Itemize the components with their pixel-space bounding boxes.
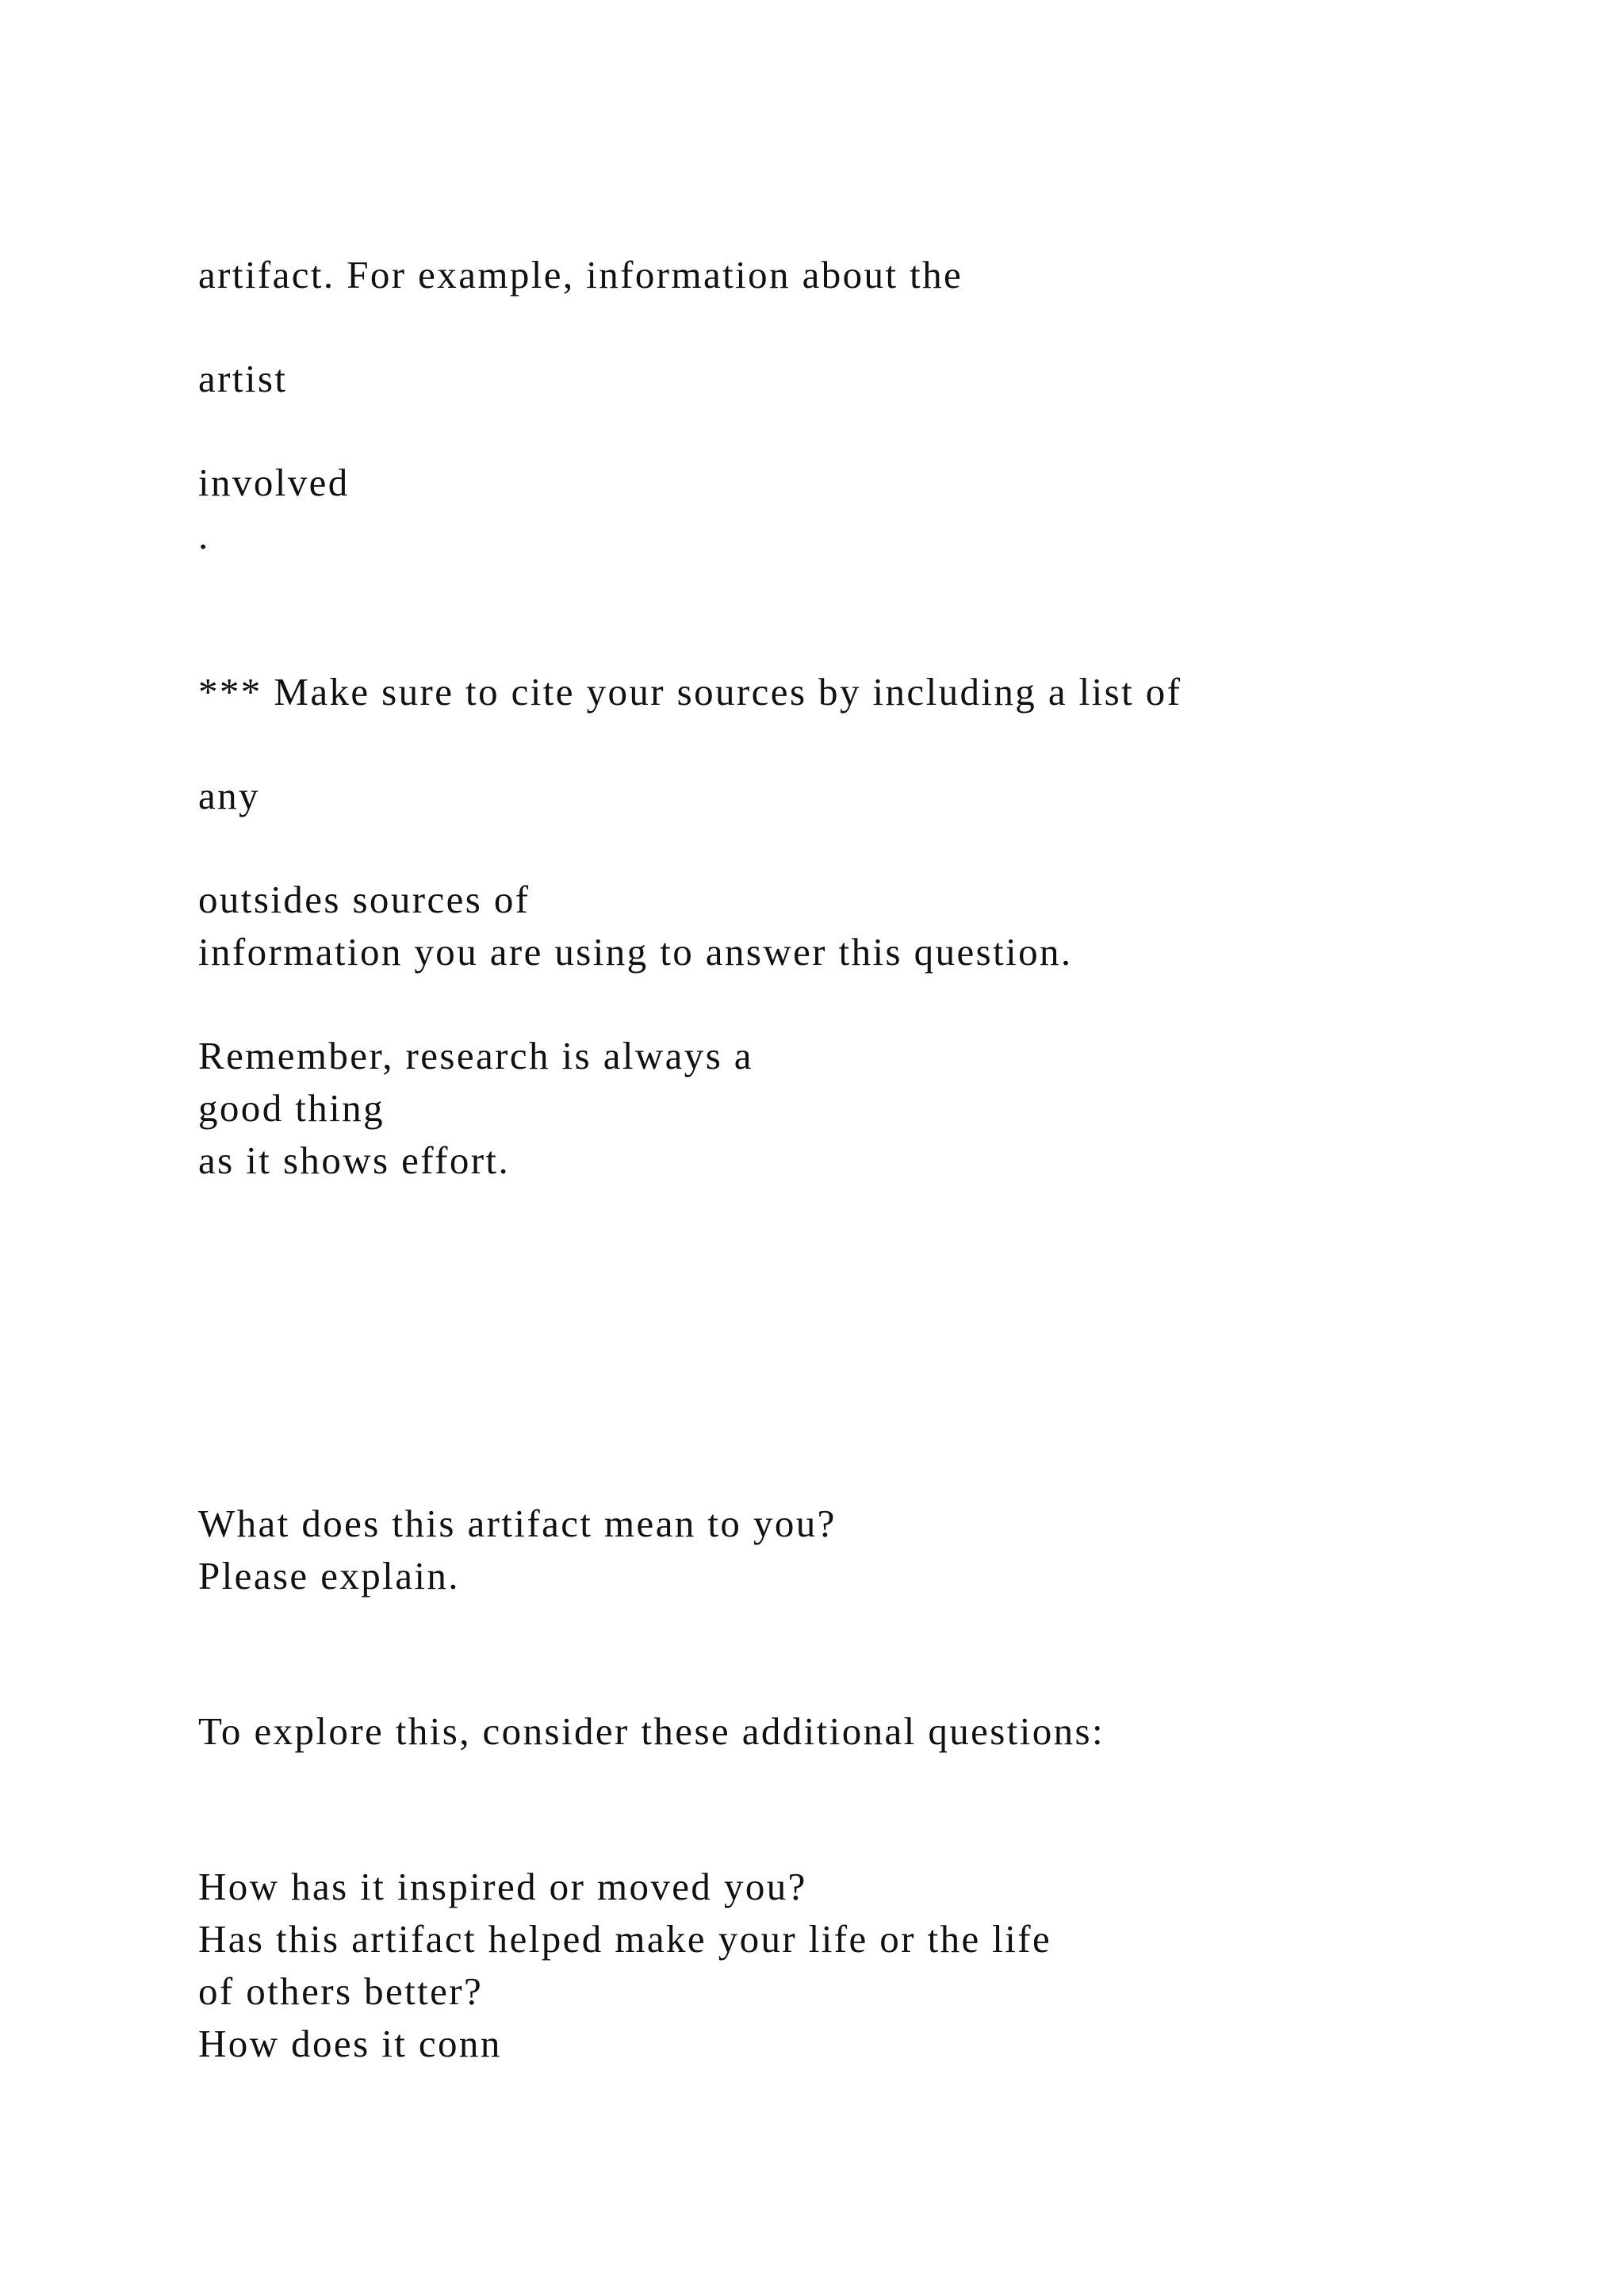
text-line-2: artist (198, 357, 288, 400)
text-line-12: What does this artifact mean to you? (198, 1502, 837, 1545)
text-line-13: Please explain. (198, 1554, 460, 1598)
text-line-7: outsides sources of (198, 878, 530, 921)
text-line-11: as it shows effort. (198, 1138, 511, 1182)
text-line-16: Has this artifact helped make your life or the life (198, 1917, 1052, 1961)
text-line-18: How does it conn (198, 2022, 502, 2065)
text-line-15: How has it inspired or moved you? (198, 1865, 807, 1908)
text-line-17: of others better? (198, 1969, 484, 2013)
text-line-10: good thing (198, 1086, 385, 1130)
text-line-9: Remember, research is always a (198, 1034, 753, 1077)
text-line-8: information you are using to answer this question. (198, 930, 1073, 974)
text-line-1: artifact. For example, information about the (198, 253, 963, 297)
text-line-6: any (198, 774, 260, 817)
text-line-3: involved (198, 461, 350, 504)
text-line-4: . (198, 514, 210, 557)
text-line-5: *** Make sure to cite your sources by including a list of (198, 670, 1182, 714)
text-line-14: To explore this, consider these additional questions: (198, 1709, 1105, 1753)
